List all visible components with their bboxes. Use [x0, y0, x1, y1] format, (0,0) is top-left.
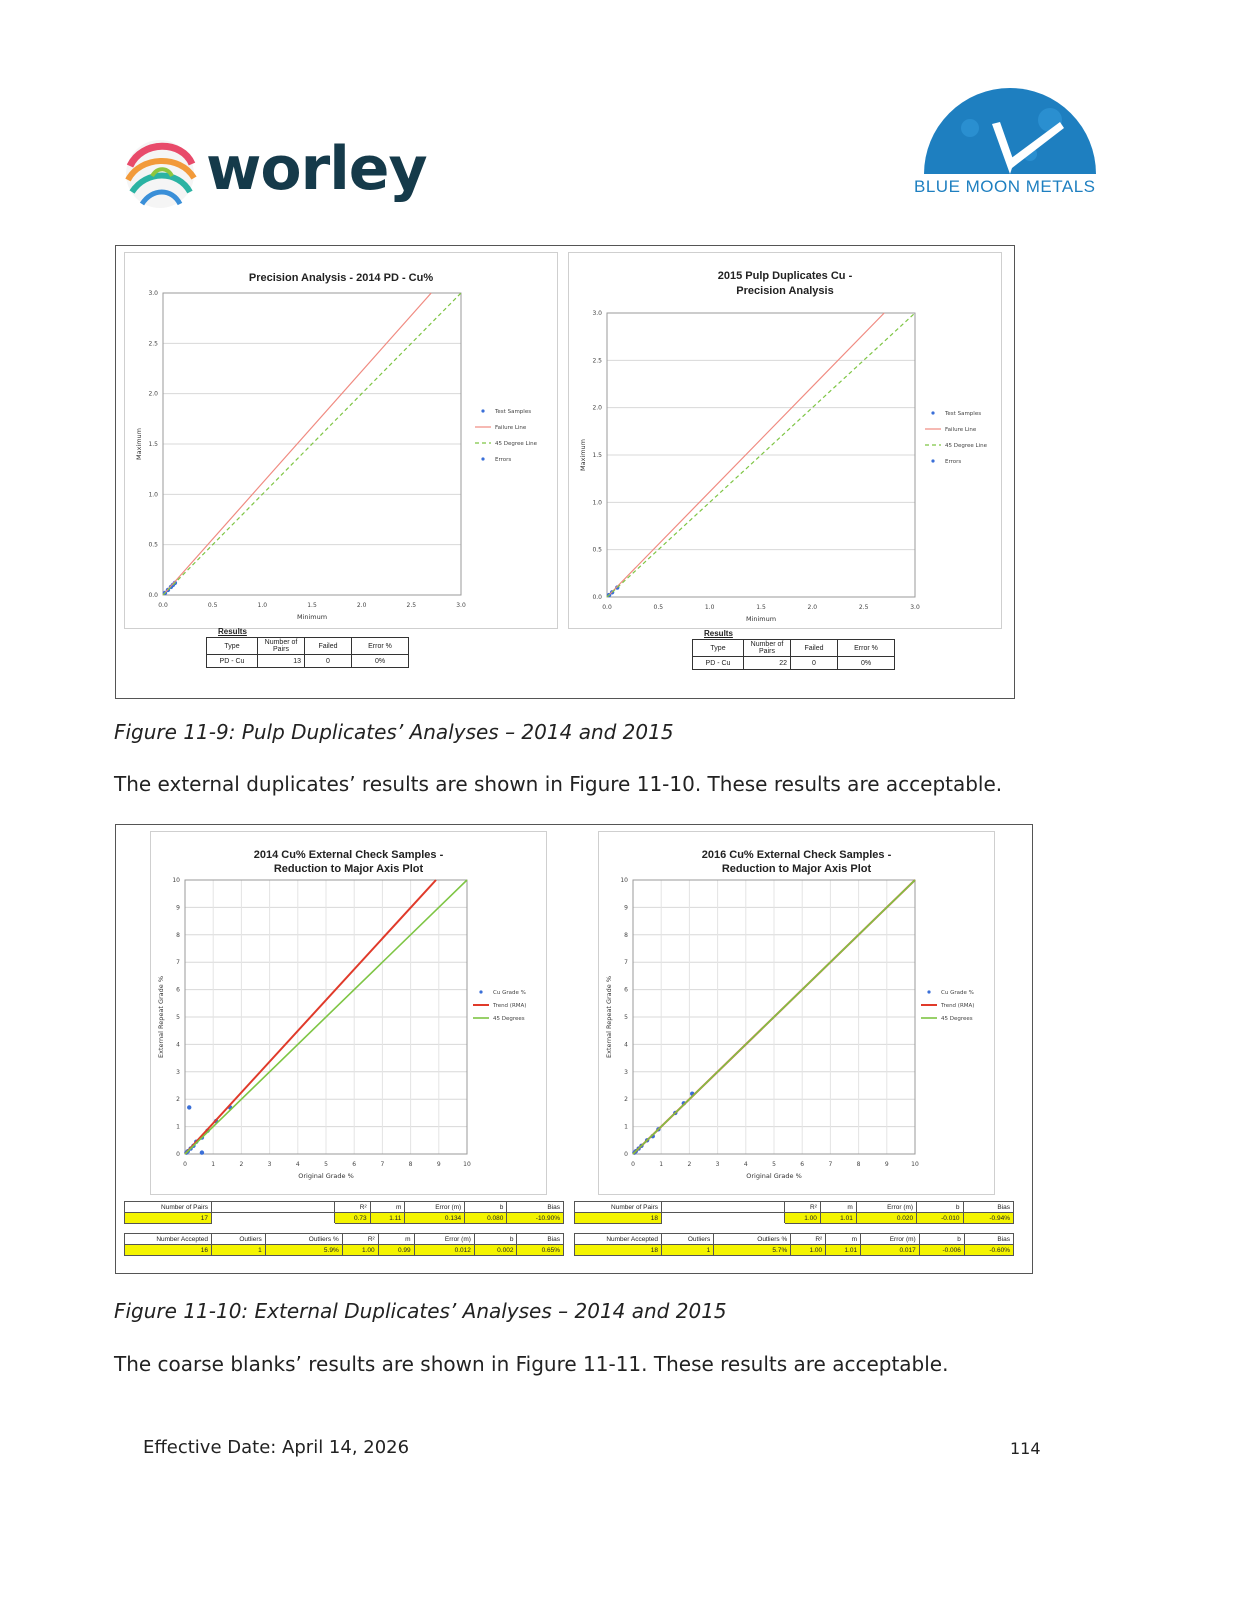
stats-header: m — [370, 1202, 405, 1213]
y-tick-label: 5 — [624, 1014, 628, 1021]
bluemoon-logo — [910, 70, 1110, 200]
y-tick-label: 8 — [624, 931, 628, 939]
chart-panel-2014-pd — [124, 252, 558, 629]
worley-wordmark: worley — [206, 134, 427, 204]
stats-value: 1.01 — [826, 1245, 861, 1256]
x-tick-label: 6 — [352, 1161, 357, 1168]
x-tick-label: 1 — [659, 1161, 664, 1168]
stats-value: 1.00 — [791, 1245, 826, 1256]
y-axis-label: External Repeat Grade % — [605, 975, 613, 1059]
stats-header: Error (m) — [861, 1234, 920, 1245]
chart-panel-2014-external — [150, 831, 547, 1195]
results-cell: PD - Cu — [693, 657, 744, 670]
x-axis-label: Original Grade % — [298, 1172, 354, 1180]
y-tick-label: 0.0 — [592, 594, 602, 601]
results-header-row — [693, 640, 895, 657]
x-axis-label: Minimum — [745, 615, 777, 623]
legend-marker — [481, 457, 484, 460]
y-tick-label: 3 — [624, 1068, 628, 1076]
x-tick-label: 2.0 — [807, 604, 818, 611]
y-tick-label: 5 — [176, 1014, 180, 1021]
legend-label: Errors — [945, 459, 962, 465]
y-tick-label: 1.5 — [592, 452, 602, 459]
y-tick-label: 6 — [624, 986, 628, 994]
data-point — [200, 1150, 204, 1154]
stats-header: R² — [335, 1202, 371, 1213]
y-axis-label: External Repeat Grade % — [157, 975, 165, 1059]
chart-title-line-2: Reduction to Major Axis Plot — [273, 863, 424, 875]
stats-header: R² — [785, 1202, 821, 1213]
y-tick-label: 1.0 — [592, 499, 602, 507]
x-tick-label: 9 — [436, 1161, 441, 1168]
stats-header: Number of Pairs — [125, 1202, 212, 1213]
stats-header-row — [575, 1202, 1014, 1213]
results-header: Number of Pairs — [258, 638, 305, 655]
y-tick-label: 10 — [172, 877, 180, 884]
y-tick-label: 0 — [176, 1151, 180, 1158]
results-table-2015 — [692, 639, 895, 670]
results-header: Type — [693, 640, 744, 657]
legend-label: 45 Degree Line — [495, 441, 537, 447]
x-tick-label: 0 — [631, 1161, 635, 1168]
y-tick-label: 7 — [176, 959, 180, 967]
stats-value: 5.9% — [265, 1245, 342, 1256]
stats-value: 0.65% — [517, 1245, 564, 1256]
results-cell: 0 — [305, 655, 352, 668]
legend-marker — [479, 990, 482, 993]
results-header: Number of Pairs — [744, 640, 791, 657]
stats-header: b — [917, 1202, 963, 1213]
x-tick-label: 10 — [463, 1161, 471, 1168]
paragraph-external-duplicates: The external duplicates’ results are shown in Figure 11-10. These results are acceptable. — [114, 772, 1003, 796]
results-cell: 13 — [258, 655, 305, 668]
chart-2016-external — [599, 832, 994, 1194]
stats-header: Number of Pairs — [575, 1202, 662, 1213]
stats-value: 1 — [212, 1245, 266, 1256]
legend-label: Trend (RMA) — [941, 1003, 975, 1009]
x-tick-label: 4 — [295, 1161, 300, 1168]
stats-header: b — [919, 1234, 964, 1245]
y-tick-label: 2.0 — [592, 404, 602, 412]
legend-label: 45 Degrees — [941, 1016, 973, 1022]
legend-label: Errors — [495, 457, 512, 463]
data-point — [187, 1105, 191, 1109]
x-tick-label: 3 — [715, 1161, 720, 1168]
figure-caption-11-10: Figure 11-10: External Duplicates’ Analyses – 2014 and 2015 — [114, 1299, 727, 1323]
stats-value: -0.010 — [917, 1213, 963, 1224]
stats-header: Outliers % — [265, 1234, 342, 1245]
y-tick-label: 2.0 — [148, 390, 158, 398]
y-tick-label: 4 — [624, 1041, 628, 1049]
stats-header: Bias — [517, 1234, 564, 1245]
chart-title-line-2: Precision Analysis — [736, 285, 834, 297]
stats-value: 1 — [662, 1245, 714, 1256]
chart-panel-2015-pd — [568, 252, 1002, 629]
stats-value-row — [125, 1213, 564, 1224]
results-header-row — [207, 638, 409, 655]
x-tick-label: 1.0 — [704, 604, 715, 611]
worley-swirl-icon — [122, 136, 198, 212]
legend-marker — [931, 411, 934, 414]
x-tick-label: 9 — [884, 1161, 889, 1168]
y-tick-label: 8 — [176, 931, 180, 939]
stats-header: b — [474, 1234, 517, 1245]
y-tick-label: 2.5 — [592, 357, 602, 365]
results-cell: 0% — [352, 655, 409, 668]
stats-table-2014-pairs — [124, 1201, 564, 1224]
stats-table-2014-accepted — [124, 1233, 564, 1256]
x-tick-label: 2 — [239, 1161, 244, 1168]
y-tick-label: 6 — [176, 986, 180, 994]
y-tick-label: 1.5 — [148, 441, 158, 448]
stats-table-2016-pairs — [574, 1201, 1014, 1224]
stats-header: Outliers — [662, 1234, 714, 1245]
x-tick-label: 5 — [324, 1161, 328, 1168]
figure-11-9-frame — [115, 245, 1015, 699]
legend-label: Trend (RMA) — [493, 1003, 527, 1009]
stats-value: 5.7% — [714, 1245, 791, 1256]
y-tick-label: 7 — [624, 959, 628, 967]
stats-value: -10.90% — [507, 1213, 564, 1224]
stats-header — [212, 1202, 335, 1213]
stats-value — [212, 1213, 335, 1224]
y-tick-label: 2 — [624, 1096, 628, 1104]
x-tick-label: 7 — [380, 1161, 385, 1168]
stats-value: -0.94% — [963, 1213, 1013, 1224]
legend-label: 45 Degrees — [493, 1016, 525, 1022]
legend-marker — [927, 990, 930, 993]
stats-header-row — [575, 1234, 1014, 1245]
chart-title: Precision Analysis - 2014 PD - Cu% — [248, 272, 434, 284]
effective-date: Effective Date: April 14, 2026 — [143, 1437, 410, 1458]
x-tick-label: 2.5 — [406, 602, 417, 609]
y-tick-label: 4 — [176, 1041, 180, 1049]
y-tick-label: 9 — [624, 904, 628, 912]
chart-2014-pd — [125, 253, 557, 628]
y-tick-label: 3 — [176, 1068, 180, 1076]
results-header: Error % — [352, 638, 409, 655]
x-tick-label: 0.5 — [207, 602, 218, 609]
stats-value: 0.080 — [465, 1213, 507, 1224]
stats-header: Bias — [963, 1202, 1013, 1213]
results-header: Error % — [838, 640, 895, 657]
stats-value: 0.99 — [378, 1245, 414, 1256]
legend-label: Test Samples — [945, 411, 982, 417]
bluemoon-wordmark: BLUE MOON METALS — [914, 177, 1096, 196]
results-cell: 0 — [791, 657, 838, 670]
x-tick-label: 8 — [856, 1161, 861, 1168]
stats-value: -0.60% — [964, 1245, 1013, 1256]
stats-header: Bias — [507, 1202, 564, 1213]
x-tick-label: 2.5 — [858, 604, 869, 611]
figure-caption-11-9: Figure 11-9: Pulp Duplicates’ Analyses – 2014 and 2015 — [114, 720, 674, 744]
x-axis-label: Minimum — [296, 613, 328, 621]
stats-value-row — [125, 1245, 564, 1256]
x-tick-label: 7 — [828, 1161, 833, 1168]
y-tick-label: 1 — [176, 1123, 180, 1131]
chart-2014-external — [151, 832, 546, 1194]
stats-header: Outliers — [212, 1234, 266, 1245]
stats-value: 0.73 — [335, 1213, 371, 1224]
stats-header: Bias — [964, 1234, 1013, 1245]
moon-icon — [910, 70, 1110, 175]
x-tick-label: 1 — [211, 1161, 216, 1168]
x-tick-label: 6 — [800, 1161, 805, 1168]
stats-value: 1.01 — [820, 1213, 856, 1224]
stats-header: m — [820, 1202, 856, 1213]
stats-header: Outliers % — [714, 1234, 791, 1245]
y-tick-label: 3.0 — [592, 310, 602, 317]
stats-header: R² — [342, 1234, 378, 1245]
stats-value: -0.006 — [919, 1245, 964, 1256]
stats-value: 1.00 — [785, 1213, 821, 1224]
stats-value: 17 — [125, 1213, 212, 1224]
chart-title-line-2: Reduction to Major Axis Plot — [721, 863, 872, 875]
y-tick-label: 0.5 — [148, 541, 158, 549]
results-cell: PD - Cu — [207, 655, 258, 668]
results-title: Results — [704, 629, 733, 638]
stats-value: 0.134 — [405, 1213, 465, 1224]
x-tick-label: 4 — [743, 1161, 748, 1168]
results-header: Failed — [791, 640, 838, 657]
results-row — [693, 657, 895, 670]
stats-header: m — [378, 1234, 414, 1245]
stats-value: 0.002 — [474, 1245, 517, 1256]
stats-header: Number Accepted — [125, 1234, 212, 1245]
x-axis-label: Original Grade % — [746, 1172, 802, 1180]
x-tick-label: 1.0 — [257, 602, 268, 609]
x-tick-label: 3.0 — [910, 604, 920, 611]
stats-header: Error (m) — [405, 1202, 465, 1213]
paragraph-coarse-blanks: The coarse blanks’ results are shown in Figure 11-11. These results are acceptable. — [114, 1352, 949, 1376]
legend-label: Cu Grade % — [493, 990, 526, 996]
y-tick-label: 0.0 — [148, 592, 158, 599]
x-tick-label: 3 — [267, 1161, 272, 1168]
stats-header-row — [125, 1234, 564, 1245]
x-tick-label: 2 — [687, 1161, 692, 1168]
x-tick-label: 1.5 — [756, 604, 766, 611]
chart-2015-pd — [569, 253, 1001, 628]
stats-header-row — [125, 1202, 564, 1213]
x-tick-label: 8 — [408, 1161, 413, 1168]
stats-header: m — [826, 1234, 861, 1245]
x-tick-label: 0 — [183, 1161, 187, 1168]
stats-value: 0.012 — [414, 1245, 474, 1256]
stats-value-row — [575, 1213, 1014, 1224]
stats-value: 1.11 — [370, 1213, 405, 1224]
stats-header: b — [465, 1202, 507, 1213]
results-title: Results — [218, 627, 247, 636]
stats-table-2016-accepted — [574, 1233, 1014, 1256]
x-tick-label: 2.0 — [356, 602, 367, 609]
y-tick-label: 3.0 — [148, 290, 158, 297]
x-tick-label: 3.0 — [456, 602, 466, 609]
legend-marker — [481, 409, 484, 412]
page-number: 114 — [1010, 1439, 1041, 1458]
stats-header: Error (m) — [856, 1202, 916, 1213]
legend-label: 45 Degree Line — [945, 443, 987, 449]
legend-label: Cu Grade % — [941, 990, 974, 996]
chart-title-line-1: 2015 Pulp Duplicates Cu - — [717, 270, 853, 282]
stats-value: 16 — [125, 1245, 212, 1256]
legend-label: Failure Line — [495, 425, 527, 431]
chart-panel-2016-external — [598, 831, 995, 1195]
results-cell: 22 — [744, 657, 791, 670]
stats-header — [662, 1202, 785, 1213]
y-tick-label: 1 — [624, 1123, 628, 1131]
x-tick-label: 10 — [911, 1161, 919, 1168]
x-tick-label: 5 — [772, 1161, 776, 1168]
legend-label: Test Samples — [495, 409, 532, 415]
x-tick-label: 0.0 — [602, 604, 612, 611]
stats-value-row — [575, 1245, 1014, 1256]
worley-logo — [122, 132, 442, 212]
figure-11-10-frame — [115, 824, 1033, 1274]
results-header: Type — [207, 638, 258, 655]
chart-title-line-1: 2014 Cu% External Check Samples - — [253, 849, 444, 861]
stats-value — [662, 1213, 785, 1224]
y-axis-label: Maximum — [135, 427, 143, 461]
stats-value: 18 — [575, 1213, 662, 1224]
x-tick-label: 1.5 — [307, 602, 317, 609]
y-tick-label: 9 — [176, 904, 180, 912]
y-tick-label: 0 — [624, 1151, 628, 1158]
results-cell: 0% — [838, 657, 895, 670]
chart-title-line-1: 2016 Cu% External Check Samples - — [701, 849, 892, 861]
y-axis-label: Maximum — [579, 438, 587, 472]
stats-value: 0.017 — [861, 1245, 920, 1256]
stats-value: 18 — [575, 1245, 662, 1256]
results-table-2014 — [206, 637, 409, 668]
legend-label: Failure Line — [945, 427, 977, 433]
results-header: Failed — [305, 638, 352, 655]
y-tick-label: 0.5 — [592, 546, 602, 554]
y-tick-label: 1.0 — [148, 491, 158, 499]
stats-value: 0.020 — [856, 1213, 916, 1224]
x-tick-label: 0.5 — [653, 604, 664, 611]
stats-header: Number Accepted — [575, 1234, 662, 1245]
y-tick-label: 10 — [620, 877, 628, 884]
stats-header: Error (m) — [414, 1234, 474, 1245]
y-tick-label: 2.5 — [148, 340, 158, 348]
stats-header: R² — [791, 1234, 826, 1245]
x-tick-label: 0.0 — [158, 602, 168, 609]
results-row — [207, 655, 409, 668]
y-tick-label: 2 — [176, 1096, 180, 1104]
stats-value: 1.00 — [342, 1245, 378, 1256]
legend-marker — [931, 459, 934, 462]
